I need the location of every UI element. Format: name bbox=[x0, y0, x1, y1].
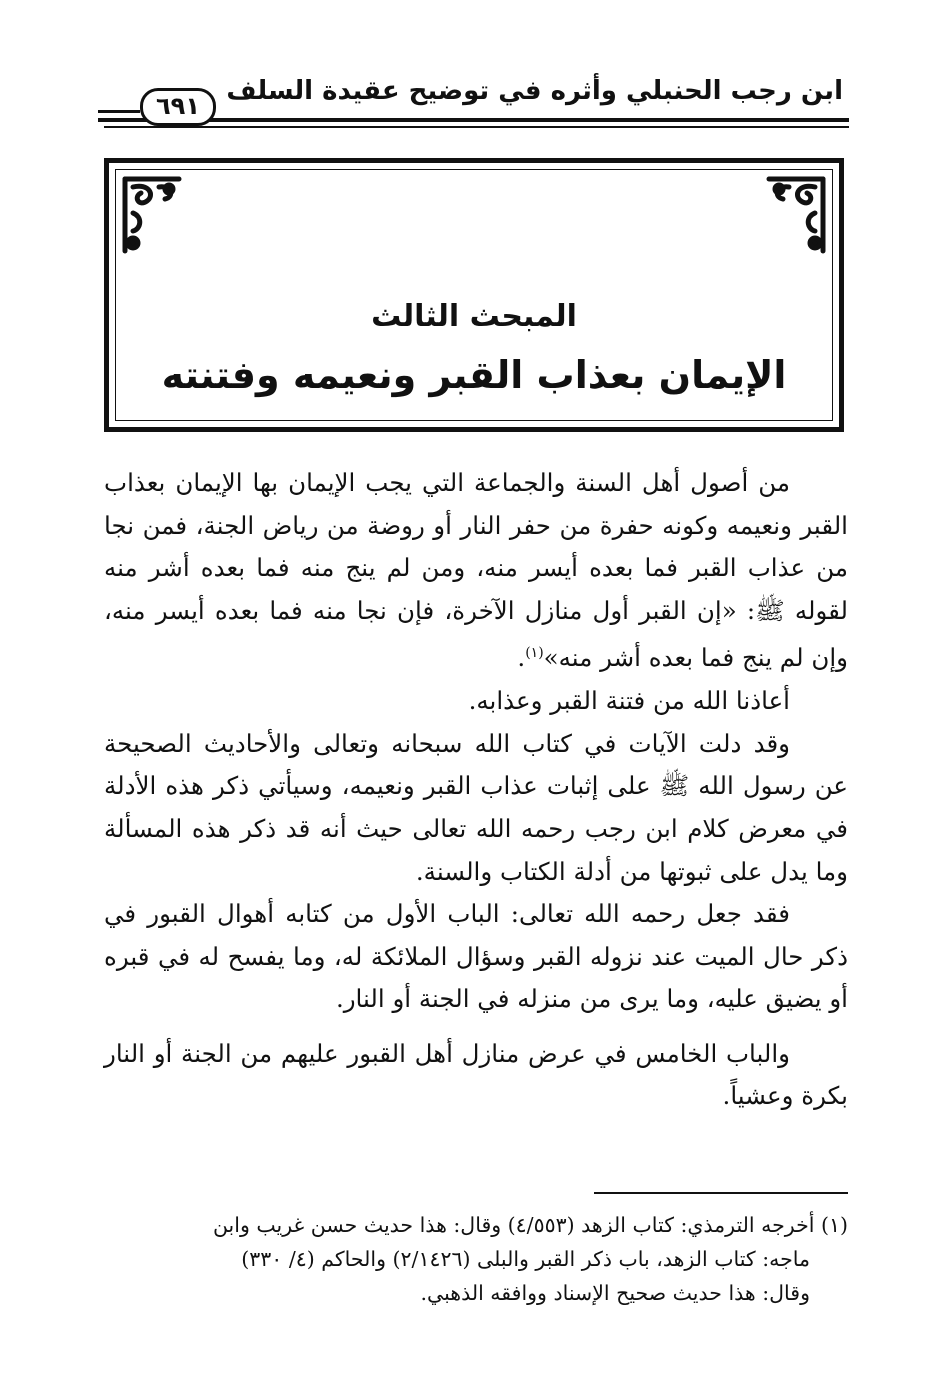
corner-ornament-icon bbox=[765, 173, 829, 257]
paragraph: فقد جعل رحمه الله تعالى: الباب الأول من كتابه أهوال القبور في ذكر حال الميت عند نزوله القبر وسؤال الملائكة له، وما يفسح له في قبره أو يضيق عليه، وما يرى من منزله في الجنة أو النار. bbox=[104, 899, 848, 1014]
paragraph bbox=[104, 462, 848, 680]
paragraph-text: من أصول أهل السنة والجماعة التي يجب الإيمان بها الإيمان بعذاب القبر ونعيمه وكونه حفرة من حفر النار أو روضة من رياض الجنة، فمن نجا من عذاب القبر فما بعده أيسر منه، ومن لم ينج منه فما بعده أشر منه لقوله ﷺ: «إن القبر أول منازل الآخرة، فإن نجا منه فما بعده أيسر منه، وإن لم ينج فما بعده أشر منه» bbox=[104, 468, 848, 673]
paragraph: وقد دلت الآيات في كتاب الله سبحانه وتعالى والأحاديث الصحيحة عن رسول الله ﷺ على إثبات عذاب القبر ونعيمه، وسيأتي ذكر هذه الأدلة في معرض كلام ابن رجب رحمه الله تعالى حيث أنه قد ذكر هذه المسألة وما يدل على ثبوتها من أدلة الكتاب والسنة. bbox=[104, 728, 848, 886]
chapter-title: الإيمان بعذاب القبر ونعيمه وفتنته bbox=[161, 353, 787, 397]
chapter-heading: المبحث الثالث bbox=[371, 299, 577, 334]
paragraph: والباب الخامس في عرض منازل أهل القبور عليهم من الجنة أو النار بكرة وعشياً. bbox=[104, 1038, 848, 1111]
running-header-title: ابن رجب الحنبلي وأثره في توضيح عقيدة السلف bbox=[226, 76, 843, 106]
footnotes bbox=[104, 1208, 848, 1310]
page-number-tick bbox=[98, 110, 140, 113]
chapter-title-box bbox=[104, 158, 844, 432]
body-text bbox=[104, 462, 848, 1118]
paragraph: أعاذنا الله من فتنة القبر وعذابه. bbox=[468, 686, 790, 716]
corner-ornament-icon bbox=[119, 173, 183, 257]
paragraph-end: . bbox=[517, 643, 526, 673]
page-number: ٦٩١ bbox=[140, 88, 216, 126]
footnote-line: (١) أخرجه الترمذي: كتاب الزهد (٤/٥٥٣) وقال: هذا حديث حسن غريب وابن bbox=[212, 1213, 848, 1237]
header-rule-thin bbox=[104, 126, 849, 128]
footnote-line: وقال: هذا حديث صحيح الإسناد ووافقه الذهبي. bbox=[420, 1281, 810, 1305]
footnote-marker: (١) bbox=[525, 645, 544, 662]
footnote-line: ماجه: كتاب الزهد، باب ذكر القبر والبلى (٢/١٤٢٦) والحاكم (٤/ ٣٣٠) bbox=[241, 1247, 810, 1271]
footnote-separator bbox=[594, 1192, 848, 1194]
